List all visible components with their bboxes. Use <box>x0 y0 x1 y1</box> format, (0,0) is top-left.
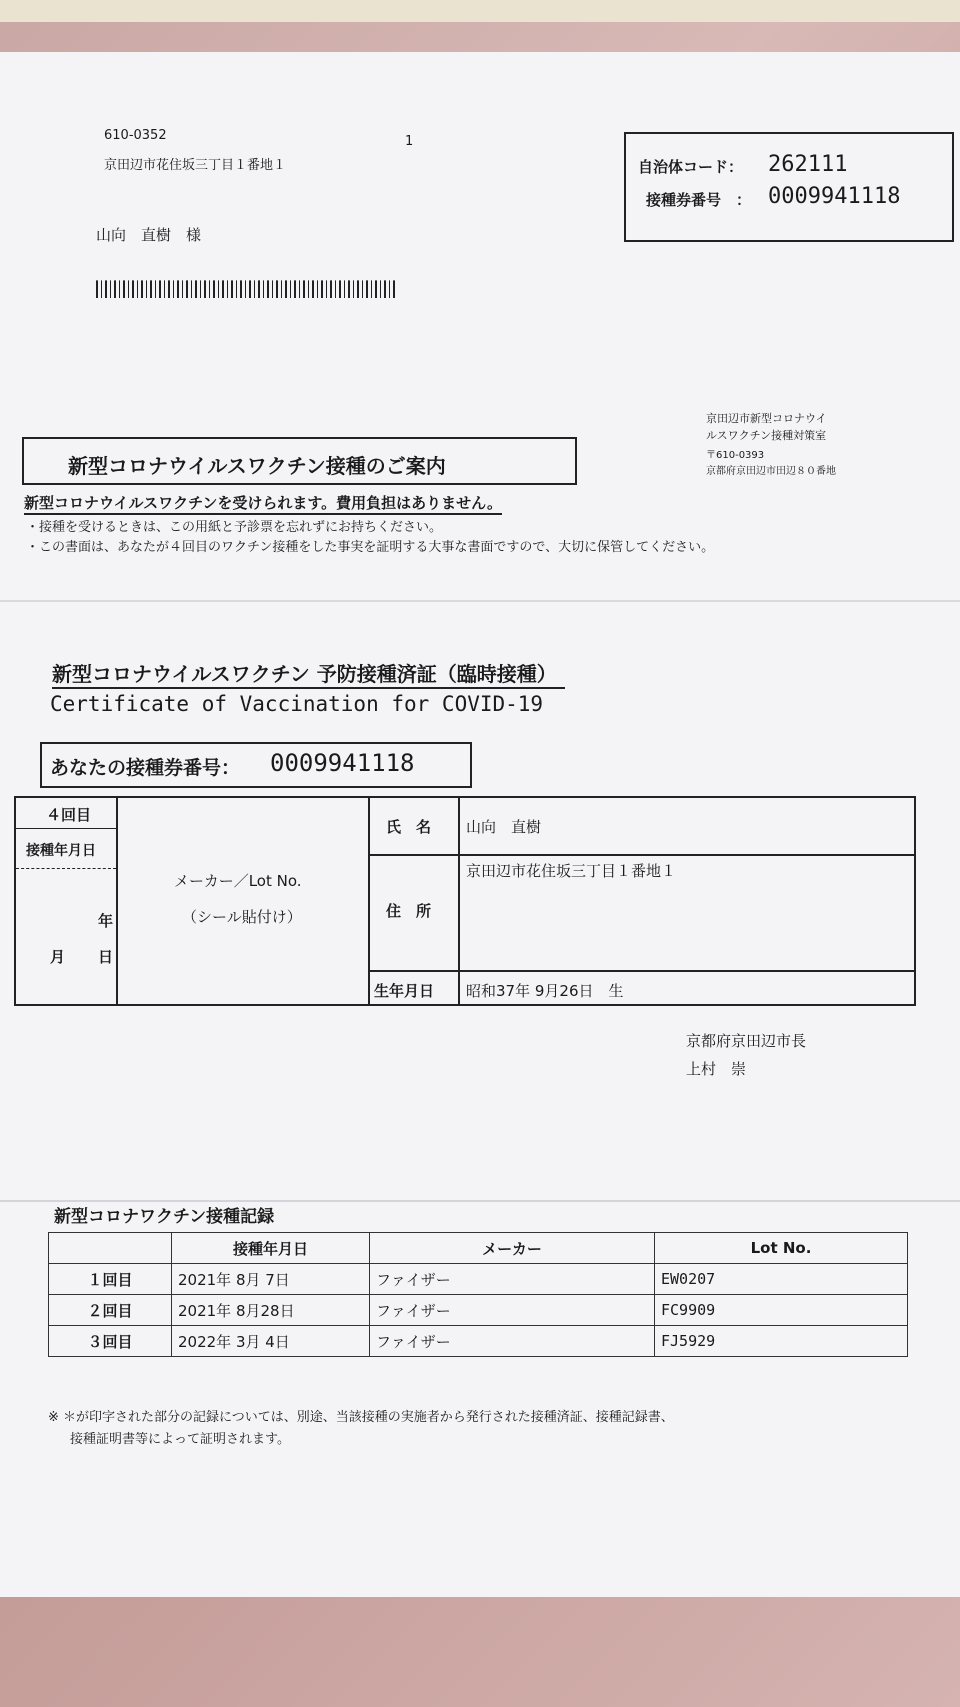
table-row <box>49 1264 908 1295</box>
divider <box>16 828 116 829</box>
record-table <box>48 1232 908 1357</box>
dose-number: ４回目 <box>46 806 92 824</box>
certificate-table <box>14 796 916 1006</box>
sticker-label: （シール貼付け） <box>182 908 302 926</box>
holder-dob: 昭和37年 9月26日 生 <box>466 982 624 1000</box>
dob-label: 生年月日 <box>374 982 435 1000</box>
holder-address: 京田辺市花住坂三丁目１番地１ <box>466 862 677 880</box>
certificate-ticket-label: あなたの接種券番号： <box>50 757 241 779</box>
header-maker: メーカー <box>370 1233 655 1264</box>
name-label: 氏 名 <box>386 818 432 836</box>
row-maker: ファイザー <box>370 1264 655 1295</box>
record-note-1: ※ ＊が印字された部分の記録については、別途、当該接種の実施者から発行された接種済証、接種記録書、 <box>48 1410 674 1425</box>
office-line-3: 〒610-0393 <box>706 450 765 461</box>
notice-lead: 新型コロナウイルスワクチンを受けられます。費用負担はありません。 <box>24 492 502 515</box>
header-date: 接種年月日 <box>172 1233 370 1264</box>
row-date: 2022年 3月 4日 <box>172 1326 370 1357</box>
notice-bullet-1: ・接種を受けるときは、この用紙と予診票を忘れずにお持ちください。 <box>26 520 443 535</box>
issuer-name: 上村 崇 <box>686 1060 747 1078</box>
row-dose: １回目 <box>49 1264 172 1295</box>
office-line-2: ルスワクチン接種対策室 <box>706 429 827 442</box>
table-row <box>49 1326 908 1357</box>
postal-barcode <box>96 276 396 298</box>
table-header-row <box>49 1233 908 1264</box>
notice-bullet-2: ・この書面は、あなたが４回目のワクチン接種をした事実を証明する大事な書面ですので、大切に保管してください。 <box>26 540 715 555</box>
top-strip <box>0 0 960 22</box>
certificate-title: 新型コロナウイルスワクチン 予防接種済証（臨時接種） <box>52 658 565 689</box>
address: 京田辺市花住坂三丁目１番地１ <box>104 158 287 173</box>
code-box <box>624 132 954 242</box>
recipient-name: 山向 直樹 様 <box>96 226 202 244</box>
year-label: 年 <box>98 912 114 930</box>
notice-title: 新型コロナウイルスワクチン接種のご案内 <box>68 454 446 478</box>
issuer-title: 京都府京田辺市長 <box>686 1032 807 1050</box>
certificate-ticket-box <box>40 742 472 788</box>
office-line-4: 京都府京田辺市田辺８０番地 <box>706 466 836 477</box>
postal-code: 610-0352 <box>104 128 167 143</box>
divider <box>368 854 916 856</box>
ticket-number: 0009941118 <box>768 184 901 209</box>
holder-name: 山向 直樹 <box>466 818 542 836</box>
address-label: 住 所 <box>386 902 432 920</box>
page-number: 1 <box>405 134 414 149</box>
row-lot: EW0207 <box>655 1264 908 1295</box>
municipality-code: 262111 <box>768 152 848 177</box>
fold-line <box>0 600 960 602</box>
vaccination-document <box>0 52 960 1597</box>
header-lot: Lot No. <box>655 1233 908 1264</box>
maker-lot-label: メーカー／Lot No. <box>174 872 302 890</box>
divider <box>16 868 116 869</box>
row-maker: ファイザー <box>370 1326 655 1357</box>
certificate-title-en: Certificate of Vaccination for COVID-19 <box>50 692 544 716</box>
month-label: 月 <box>50 948 66 966</box>
row-lot: FC9909 <box>655 1295 908 1326</box>
divider <box>368 970 916 972</box>
divider <box>458 798 460 1006</box>
date-label: 接種年月日 <box>26 843 96 859</box>
municipality-code-label: 自治体コード： <box>638 158 744 176</box>
certificate-ticket-number: 0009941118 <box>270 749 415 777</box>
office-line-1: 京田辺市新型コロナウイ <box>706 412 827 425</box>
table-row <box>49 1295 908 1326</box>
day-label: 日 <box>98 948 114 966</box>
row-date: 2021年 8月28日 <box>172 1295 370 1326</box>
header-dose <box>49 1233 172 1264</box>
row-dose: ２回目 <box>49 1295 172 1326</box>
row-date: 2021年 8月 7日 <box>172 1264 370 1295</box>
divider <box>116 798 118 1006</box>
row-dose: ３回目 <box>49 1326 172 1357</box>
record-title: 新型コロナワクチン接種記録 <box>54 1207 275 1227</box>
row-lot: FJ5929 <box>655 1326 908 1357</box>
divider <box>368 798 370 1006</box>
record-note-2: 接種証明書等によって証明されます。 <box>70 1432 290 1447</box>
notice-title-box <box>22 437 577 485</box>
row-maker: ファイザー <box>370 1295 655 1326</box>
ticket-number-label: 接種券番号 ： <box>646 191 752 209</box>
